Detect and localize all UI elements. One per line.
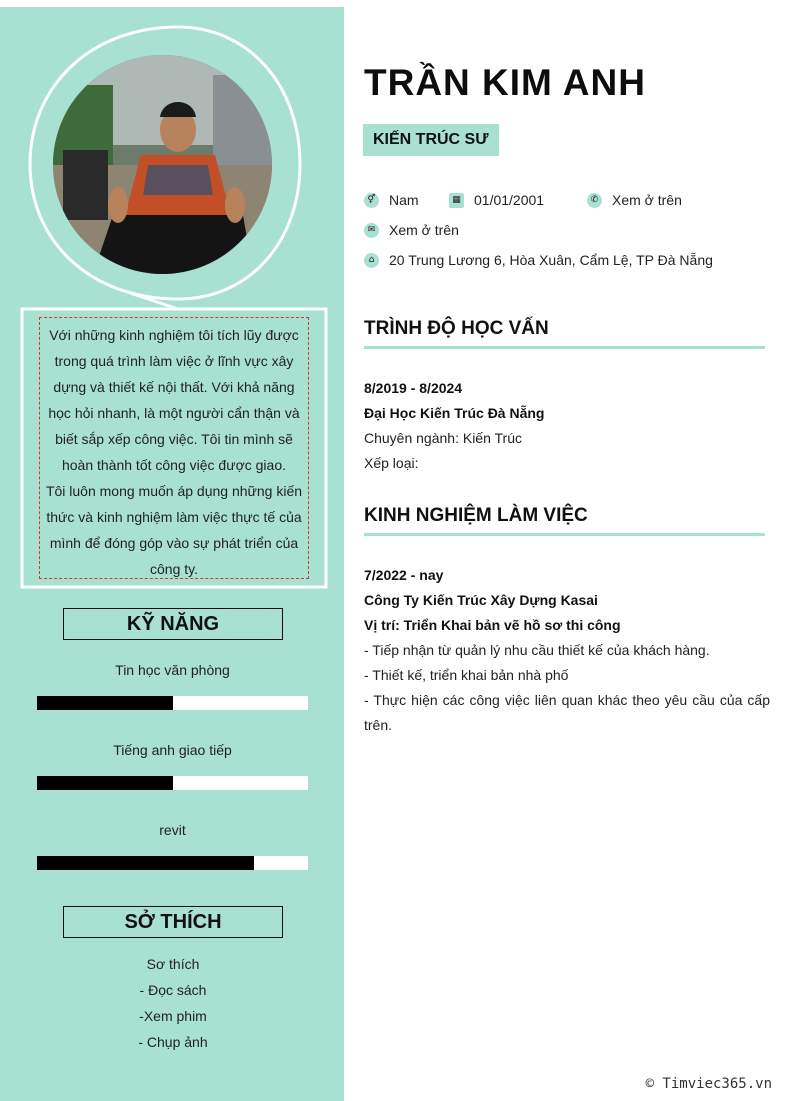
- summary-box: [39, 317, 309, 579]
- skill-bar: [37, 776, 308, 790]
- education-major: Chuyên ngành: Kiến Trúc: [364, 430, 522, 446]
- home-icon: ⌂: [364, 253, 379, 268]
- phone-info: [587, 192, 682, 208]
- hobby-line: - Đọc sách: [139, 982, 207, 998]
- gender-value: Nam: [389, 192, 419, 208]
- phone-value: Xem ở trên: [612, 192, 682, 208]
- experience-period: 7/2022 - nay: [364, 567, 444, 583]
- skill-item: [37, 660, 308, 710]
- education-period: 8/2019 - 8/2024: [364, 380, 463, 396]
- experience-duty: - Thực hiện các công việc liên quan khác theo yêu cầu của cấp trên.: [364, 692, 770, 733]
- experience-position: Vị trí: Triển Khai bản vẽ hồ sơ thi công: [364, 617, 621, 633]
- education-block: [364, 376, 770, 476]
- phone-icon: ✆: [587, 193, 602, 208]
- summary-paragraph-1: Với những kinh nghiệm tôi tích lũy được trong quá trình làm việc ở lĩnh vực xây dựng và thiết kế nội thất. Với khả năng học hỏi nhanh, là một người cẩn thận và biết sắp xếp công việc. Tôi tin mình sẽ hoàn thành tốt công việc được giao.: [48, 327, 300, 473]
- birthday-value: 01/01/2001: [474, 192, 545, 208]
- hobby-line: Sơ thích: [146, 956, 200, 972]
- experience-duty: - Thiết kế, triển khai bản nhà phố: [364, 667, 569, 683]
- candidate-name: TRẦN KIM ANH: [364, 62, 646, 103]
- hobby-line: - Chụp ảnh: [138, 1034, 208, 1050]
- education-school: Đại Học Kiến Trúc Đà Nẵng: [364, 405, 545, 421]
- address-value: 20 Trung Lương 6, Hòa Xuân, Cẩm Lệ, TP Đà Nẵng: [389, 252, 713, 268]
- mail-icon: ✉: [364, 223, 379, 238]
- skills-title: KỸ NĂNG: [63, 608, 283, 640]
- experience-duty: - Tiếp nhận từ quản lý nhu cầu thiết kế của khách hàng.: [364, 642, 710, 658]
- skill-name: Tiếng anh giao tiếp: [113, 742, 232, 758]
- birthday-info: [449, 192, 544, 208]
- skill-name: revit: [159, 822, 186, 838]
- skill-bar-fill: [37, 776, 173, 790]
- skill-name: Tin học văn phòng: [115, 662, 230, 678]
- skill-item: [37, 740, 308, 790]
- hobbies-title: SỞ THÍCH: [63, 906, 283, 938]
- experience-title: KINH NGHIỆM LÀM VIỆC: [364, 505, 765, 536]
- experience-block: [364, 563, 770, 738]
- skill-bar-fill: [37, 696, 173, 710]
- address-info: [364, 252, 713, 268]
- summary-paragraph-2: Tôi luôn mong muốn áp dụng những kiến thức và kinh nghiệm làm việc thực tế của mình để đóng góp vào sự phát triển của công ty.: [45, 483, 303, 577]
- email-info: [364, 222, 459, 238]
- skill-bar-fill: [37, 856, 254, 870]
- skill-bar: [37, 696, 308, 710]
- avatar-photo: [53, 55, 272, 274]
- gender-icon: ⚥: [364, 193, 379, 208]
- hobbies-list: [63, 951, 283, 1055]
- education-rank: Xếp loại:: [364, 455, 419, 471]
- job-title: KIẾN TRÚC SƯ: [363, 124, 499, 156]
- footer-watermark: © Timviec365.vn: [645, 1076, 772, 1092]
- hobby-line: -Xem phim: [139, 1008, 207, 1024]
- email-value: Xem ở trên: [389, 222, 459, 238]
- sidebar: [0, 7, 344, 1101]
- skill-item: [37, 820, 308, 870]
- experience-company: Công Ty Kiến Trúc Xây Dựng Kasai: [364, 592, 598, 608]
- skill-bar: [37, 856, 308, 870]
- avatar: [53, 55, 272, 274]
- education-title: TRÌNH ĐỘ HỌC VẤN: [364, 318, 765, 349]
- gender-info: [364, 192, 419, 208]
- calendar-icon: ▦: [449, 193, 464, 208]
